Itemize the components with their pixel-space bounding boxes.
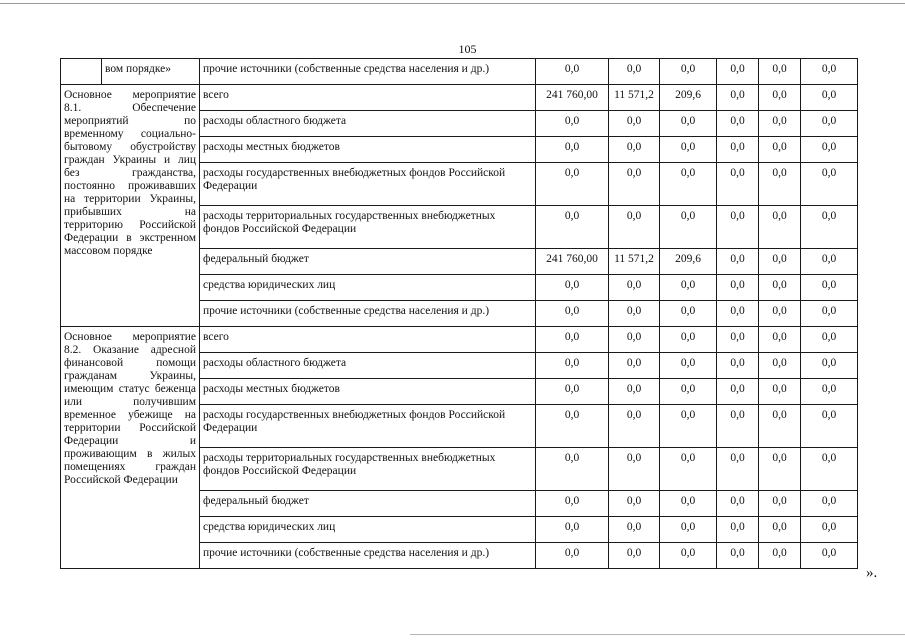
- value-cell: 0,0: [609, 163, 660, 206]
- activity-description-cell: Основное мероприятие 8.2. Оказание адресной финансовой помощи гражданам Украины, имеющим статус беженца или получившим временное убежище на территории Российской Федерации и проживающим в жилых помещениях граждан Российской Федерации: [61, 327, 200, 569]
- table-row: [61, 85, 858, 111]
- closing-quote-mark: ».: [866, 565, 878, 581]
- top-scan-rule: [0, 3, 905, 4]
- value-cell: 0,0: [609, 327, 660, 353]
- value-cell: 0,0: [660, 353, 717, 379]
- source-cell: всего: [200, 85, 536, 111]
- value-cell: 0,0: [759, 249, 801, 275]
- value-cell: 209,6: [660, 249, 717, 275]
- source-cell: расходы областного бюджета: [200, 111, 536, 137]
- value-cell: 0,0: [609, 206, 660, 249]
- value-cell: 0,0: [536, 405, 609, 448]
- value-cell: 0,0: [536, 543, 609, 569]
- value-cell: 0,0: [660, 137, 717, 163]
- source-cell: всего: [200, 327, 536, 353]
- value-cell: 0,0: [717, 543, 759, 569]
- value-cell: 0,0: [801, 379, 858, 405]
- value-cell: 0,0: [609, 111, 660, 137]
- value-cell: 0,0: [536, 353, 609, 379]
- value-cell: 0,0: [609, 491, 660, 517]
- value-cell: 0,0: [609, 301, 660, 327]
- value-cell: 0,0: [801, 353, 858, 379]
- value-cell: 0,0: [759, 405, 801, 448]
- value-cell: 0,0: [801, 85, 858, 111]
- value-cell: 0,0: [660, 379, 717, 405]
- value-cell: 11 571,2: [609, 249, 660, 275]
- value-cell: 0,0: [801, 137, 858, 163]
- value-cell: 0,0: [536, 517, 609, 543]
- value-cell: 0,0: [660, 301, 717, 327]
- source-cell: расходы территориальных государственных внебюджетных фондов Российской Федерации: [200, 206, 536, 249]
- source-cell: расходы государственных внебюджетных фондов Российской Федерации: [200, 163, 536, 206]
- value-cell: 0,0: [660, 491, 717, 517]
- value-cell: 209,6: [660, 85, 717, 111]
- value-cell: 0,0: [801, 543, 858, 569]
- source-cell: прочие источники (собственные средства населения и др.): [200, 59, 536, 85]
- value-cell: 0,0: [801, 491, 858, 517]
- value-cell: 0,0: [759, 59, 801, 85]
- source-cell: расходы местных бюджетов: [200, 137, 536, 163]
- value-cell: 0,0: [759, 379, 801, 405]
- value-cell: 0,0: [801, 517, 858, 543]
- value-cell: 0,0: [717, 301, 759, 327]
- value-cell: 0,0: [801, 405, 858, 448]
- value-cell: 0,0: [717, 137, 759, 163]
- value-cell: 0,0: [717, 59, 759, 85]
- continued-blank-cell: [61, 59, 102, 85]
- value-cell: 0,0: [717, 85, 759, 111]
- value-cell: 0,0: [717, 491, 759, 517]
- value-cell: 0,0: [717, 111, 759, 137]
- value-cell: 0,0: [660, 59, 717, 85]
- value-cell: 0,0: [536, 301, 609, 327]
- value-cell: 0,0: [801, 301, 858, 327]
- table-body: [61, 59, 858, 569]
- value-cell: 0,0: [536, 163, 609, 206]
- value-cell: 0,0: [759, 543, 801, 569]
- value-cell: 0,0: [717, 448, 759, 491]
- value-cell: 0,0: [717, 327, 759, 353]
- value-cell: 0,0: [801, 275, 858, 301]
- table-row-continued: [61, 59, 858, 85]
- value-cell: 0,0: [759, 448, 801, 491]
- value-cell: 0,0: [717, 163, 759, 206]
- value-cell: 241 760,00: [536, 85, 609, 111]
- value-cell: 0,0: [660, 275, 717, 301]
- table-row: [61, 327, 858, 353]
- value-cell: 0,0: [660, 448, 717, 491]
- value-cell: 0,0: [536, 206, 609, 249]
- value-cell: 0,0: [536, 275, 609, 301]
- value-cell: 241 760,00: [536, 249, 609, 275]
- continued-label-cell: вом порядке»: [102, 59, 200, 85]
- value-cell: 0,0: [801, 206, 858, 249]
- value-cell: 0,0: [609, 517, 660, 543]
- value-cell: 0,0: [536, 59, 609, 85]
- value-cell: 0,0: [536, 111, 609, 137]
- value-cell: 0,0: [609, 379, 660, 405]
- value-cell: 0,0: [717, 517, 759, 543]
- value-cell: 0,0: [660, 111, 717, 137]
- value-cell: 0,0: [759, 517, 801, 543]
- value-cell: 0,0: [717, 206, 759, 249]
- page-number: 105: [458, 42, 477, 56]
- value-cell: 0,0: [759, 327, 801, 353]
- source-cell: расходы областного бюджета: [200, 353, 536, 379]
- value-cell: 0,0: [536, 327, 609, 353]
- value-cell: 0,0: [717, 353, 759, 379]
- value-cell: 11 571,2: [609, 85, 660, 111]
- value-cell: 0,0: [609, 353, 660, 379]
- value-cell: 0,0: [660, 327, 717, 353]
- value-cell: 0,0: [609, 275, 660, 301]
- value-cell: 0,0: [536, 448, 609, 491]
- value-cell: 0,0: [801, 111, 858, 137]
- value-cell: 0,0: [536, 137, 609, 163]
- value-cell: 0,0: [609, 405, 660, 448]
- value-cell: 0,0: [609, 137, 660, 163]
- value-cell: 0,0: [660, 163, 717, 206]
- value-cell: 0,0: [609, 543, 660, 569]
- value-cell: 0,0: [759, 491, 801, 517]
- value-cell: 0,0: [801, 163, 858, 206]
- value-cell: 0,0: [759, 163, 801, 206]
- value-cell: 0,0: [801, 327, 858, 353]
- source-cell: расходы государственных внебюджетных фондов Российской Федерации: [200, 405, 536, 448]
- value-cell: 0,0: [660, 206, 717, 249]
- source-cell: федеральный бюджет: [200, 249, 536, 275]
- value-cell: 0,0: [536, 491, 609, 517]
- value-cell: 0,0: [759, 206, 801, 249]
- source-cell: средства юридических лиц: [200, 517, 536, 543]
- value-cell: 0,0: [660, 543, 717, 569]
- value-cell: 0,0: [759, 85, 801, 111]
- value-cell: 0,0: [717, 249, 759, 275]
- source-cell: федеральный бюджет: [200, 491, 536, 517]
- source-cell: расходы местных бюджетов: [200, 379, 536, 405]
- funding-table: [60, 58, 858, 569]
- source-cell: средства юридических лиц: [200, 275, 536, 301]
- value-cell: 0,0: [759, 111, 801, 137]
- value-cell: 0,0: [759, 275, 801, 301]
- value-cell: 0,0: [801, 59, 858, 85]
- value-cell: 0,0: [660, 405, 717, 448]
- value-cell: 0,0: [801, 448, 858, 491]
- value-cell: 0,0: [759, 301, 801, 327]
- source-cell: прочие источники (собственные средства населения и др.): [200, 543, 536, 569]
- activity-description-cell: Основное мероприятие 8.1. Обеспечение мероприятий по временному социально-бытовому обустройству граждан Украины и лиц без гражданства, постоянно проживавших на территории Украины, прибывших на территорию Российской Федерации в экстренном массовом порядке: [61, 85, 200, 327]
- value-cell: 0,0: [759, 353, 801, 379]
- value-cell: 0,0: [536, 379, 609, 405]
- value-cell: 0,0: [801, 249, 858, 275]
- source-cell: расходы территориальных государственных внебюджетных фондов Российской Федерации: [200, 448, 536, 491]
- bottom-scan-rule: [410, 634, 905, 635]
- value-cell: 0,0: [717, 275, 759, 301]
- source-cell: прочие источники (собственные средства населения и др.): [200, 301, 536, 327]
- value-cell: 0,0: [609, 448, 660, 491]
- value-cell: 0,0: [660, 517, 717, 543]
- value-cell: 0,0: [717, 405, 759, 448]
- value-cell: 0,0: [717, 379, 759, 405]
- value-cell: 0,0: [759, 137, 801, 163]
- value-cell: 0,0: [609, 59, 660, 85]
